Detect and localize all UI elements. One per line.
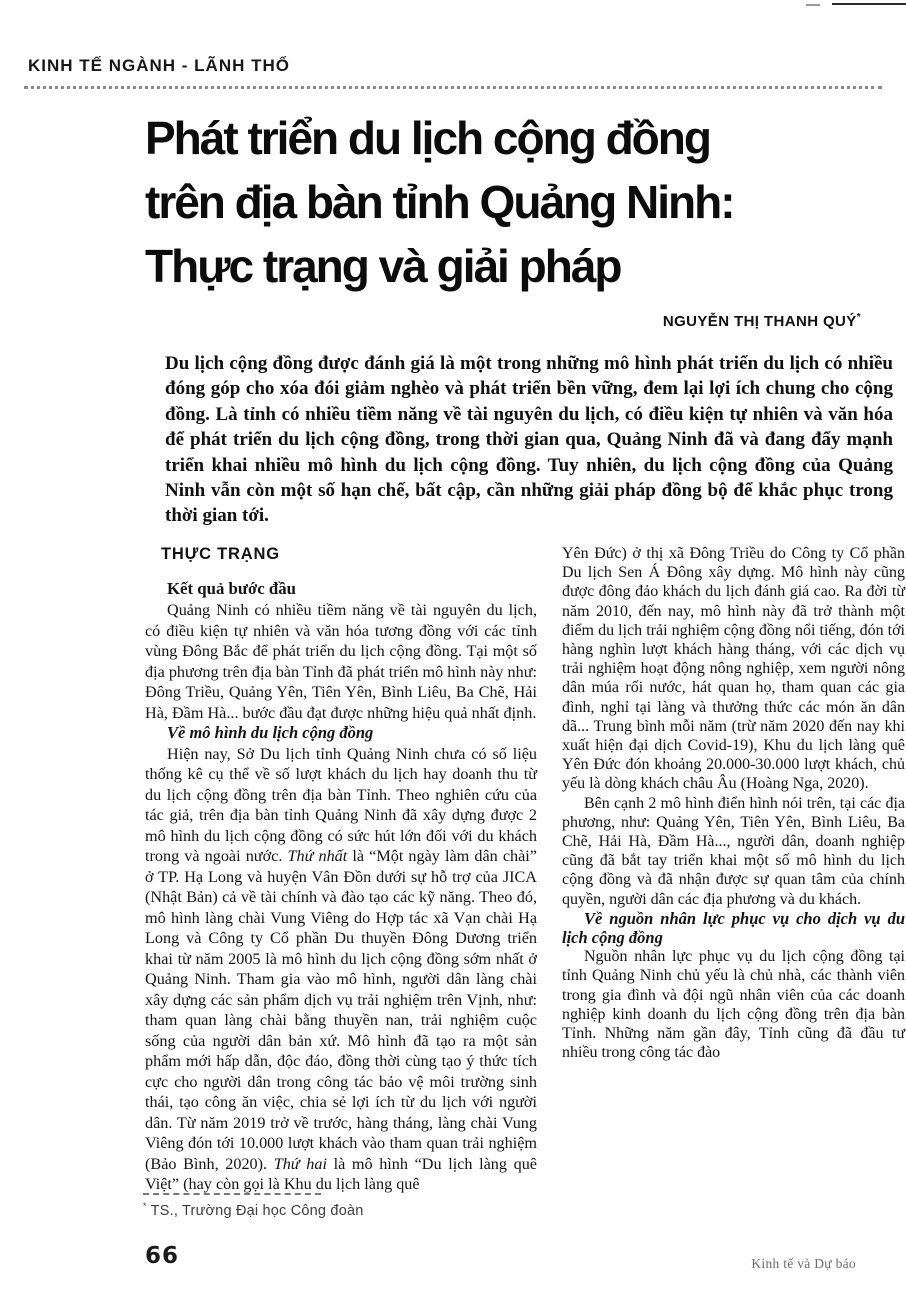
section-kicker: KINH TẾ NGÀNH - LÃNH THỔ bbox=[28, 56, 290, 75]
body-paragraph-4: Nguồn nhân lực phục vụ du lịch cộng đồng tại tỉnh Quảng Ninh chủ yếu là chủ nhà, các thành viên trong gia đình và đội ngũ nhân viên của các doanh nghiệp kinh doanh du lịch cộng đồng trên địa bàn Tỉnh. Những năm gần đây, Tỉnh cũng đã đầu tư nhiều trong công tác đào bbox=[562, 948, 905, 1062]
body-paragraph-2: Hiện nay, Sở Du lịch tỉnh Quảng Ninh chưa có số liệu thống kê cụ thể về số lượt khách du lịch hay doanh thu từ du lịch cộng đồng trên địa bàn Tỉnh. Theo nghiên cứu của tác giả, trên địa bàn tỉnh Quảng Ninh đã xây dựng được 2 mô hình du lịch cộng đồng có sức hút lớn đối với du khách trong và ngoài nước. Thứ nhất là “Một ngày làm dân chài” ở TP. Hạ Long và huyện Vân Đồn dưới sự hỗ trợ của JICA (Nhật Bản) cả về tài chính và đào tạo các kỹ năng. Theo đó, mô hình làng chài Vung Viêng do Hợp tác xã Vạn chài Hạ Long và Công ty Cổ phần Du thuyền Đông Dương triển khai từ năm 2005 là mô hình du lịch cộng đồng sớm nhất ở Quảng Ninh. Tham gia vào mô hình, người dân làng chài xây dựng các sản phẩm dịch vụ trải nghiệm trên Vịnh, như: tham quan làng chài bằng thuyền nan, trải nghiệm cuộc sống của người dân bản xứ. Mô hình đã tạo ra một sản phẩm mới hấp dẫn, độc đáo, đồng thời cùng tạo ý thức tích cực cho người dân trong công tác bảo vệ môi trường sinh thái, tạo công ăn việc, chia sẻ lợi ích từ du lịch với người dân. Từ năm 2019 trở về trước, hàng tháng, làng chài Vung Viêng đón tới 10.000 lượt khách vào tham quan trải nghiệm (Bảo Bình, 2020). Thứ hai là mô hình “Du lịch làng quê Việt” (hay còn gọi là Khu du lịch làng quê bbox=[145, 744, 537, 1193]
footnote-mark: * bbox=[143, 1201, 147, 1211]
footnote-text: TS., Trường Đại học Công đoàn bbox=[146, 1202, 364, 1219]
subheading-ket-qua-buoc-dau: Kết quả bước đầu bbox=[167, 578, 296, 598]
scan-artifact-mark bbox=[806, 4, 820, 6]
article-title-line-2: trên địa bàn tỉnh Quảng Ninh: bbox=[145, 176, 734, 228]
abstract-paragraph: Du lịch cộng đồng được đánh giá là một trong những mô hình phát triển du lịch có nhiều đóng góp cho xóa đói giảm nghèo và phát triển bền vững, đem lại lợi ích chung cho cộng đồng. Là tỉnh có nhiều tiềm năng về tài nguyên du lịch, có điều kiện tự nhiên và văn hóa để phát triển du lịch cộng đồng, trong thời gian qua, Quảng Ninh đã và đang đẩy mạnh triển khai nhiều mô hình du lịch cộng đồng. Tuy nhiên, du lịch cộng đồng của Quảng Ninh vẫn còn một số hạn chế, bất cập, cần những giải pháp đồng bộ để khắc phục trong thời gian tới. bbox=[165, 353, 893, 527]
body-column-right bbox=[562, 544, 905, 1062]
article-title bbox=[145, 106, 895, 298]
body-paragraph-2-continuation: Yên Đức) ở thị xã Đông Triều do Công ty Cổ phần Du lịch Sen Á Đông xây dựng. Mô hình này cũng được đông đảo khách du lịch đánh giá cao. Ra đời từ năm 2010, đến nay, mô hình này đã trở thành một điểm du lịch trải nghiệm cộng đồng nổi tiếng, đón tới hàng nghìn lượt khách hàng tháng, với các dịch vụ trải nghiệm hoạt động nông nghiệp, xem người nông dân múa rối nước, hát quan họ, tham quan các gia đình, nghỉ tại làng và thưởng thức các món ăn dân dã... Trung bình mỗi năm (trừ năm 2020 đến nay khi xuất hiện đại dịch Covid-19), Khu du lịch làng quê Yên Đức đón khoảng 20.000-30.000 lượt khách, chủ yếu là dòng khách châu Âu (Hoàng Nga, 2020). bbox=[562, 545, 905, 793]
scan-artifact-line bbox=[832, 3, 906, 5]
page-number: 66 bbox=[145, 1243, 180, 1269]
journal-name: Kinh tế và Dự báo bbox=[751, 1256, 856, 1271]
body-paragraph-1: Quảng Ninh có nhiều tiềm năng về tài nguyên du lịch, có điều kiện tự nhiên và văn hóa tương đồng với các tỉnh vùng Đông Bắc để phát triển du lịch cộng đồng. Tại một số địa phương trên địa bàn Tỉnh đã phát triển mô hình này như: Đông Triều, Quảng Yên, Tiên Yên, Bình Liêu, Ba Chẽ, Hải Hà, Đầm Hà... bước đầu đạt được những hiệu quả nhất định. bbox=[145, 601, 537, 722]
author-footnote-mark: * bbox=[856, 312, 861, 323]
author-byline bbox=[145, 312, 861, 330]
author-footnote bbox=[143, 1201, 363, 1219]
author-name: NGUYỄN THỊ THANH QUÝ bbox=[662, 313, 857, 330]
article-title-line-3: Thực trạng và giải pháp bbox=[145, 240, 621, 292]
subheading-ve-nguon-nhan-luc: Về nguồn nhân lực phục vụ cho dịch vụ du lịch cộng đồng bbox=[562, 908, 905, 948]
body-paragraph-3: Bên cạnh 2 mô hình điển hình nói trên, tại các địa phương, như: Quảng Yên, Tiên Yên, Bình Liêu, Ba Chẽ, Hải Hà, Đầm Hà..., người dân, doanh nghiệp cũng đã bắt tay triển khai một số mô hình du lịch cộng đồng và đã nhận được sự quan tâm của chính quyền, người dân các địa phương và du khách. bbox=[562, 794, 905, 908]
section-heading-thuc-trang: THỰC TRẠNG bbox=[161, 545, 280, 563]
kicker-dotted-rule bbox=[24, 86, 882, 89]
article-title-line-1: Phát triển du lịch cộng đồng bbox=[145, 112, 710, 164]
body-column-left bbox=[145, 544, 537, 1195]
footnote-divider bbox=[143, 1193, 321, 1195]
subheading-ve-mo-hinh: Về mô hình du lịch cộng đồng bbox=[167, 723, 374, 742]
